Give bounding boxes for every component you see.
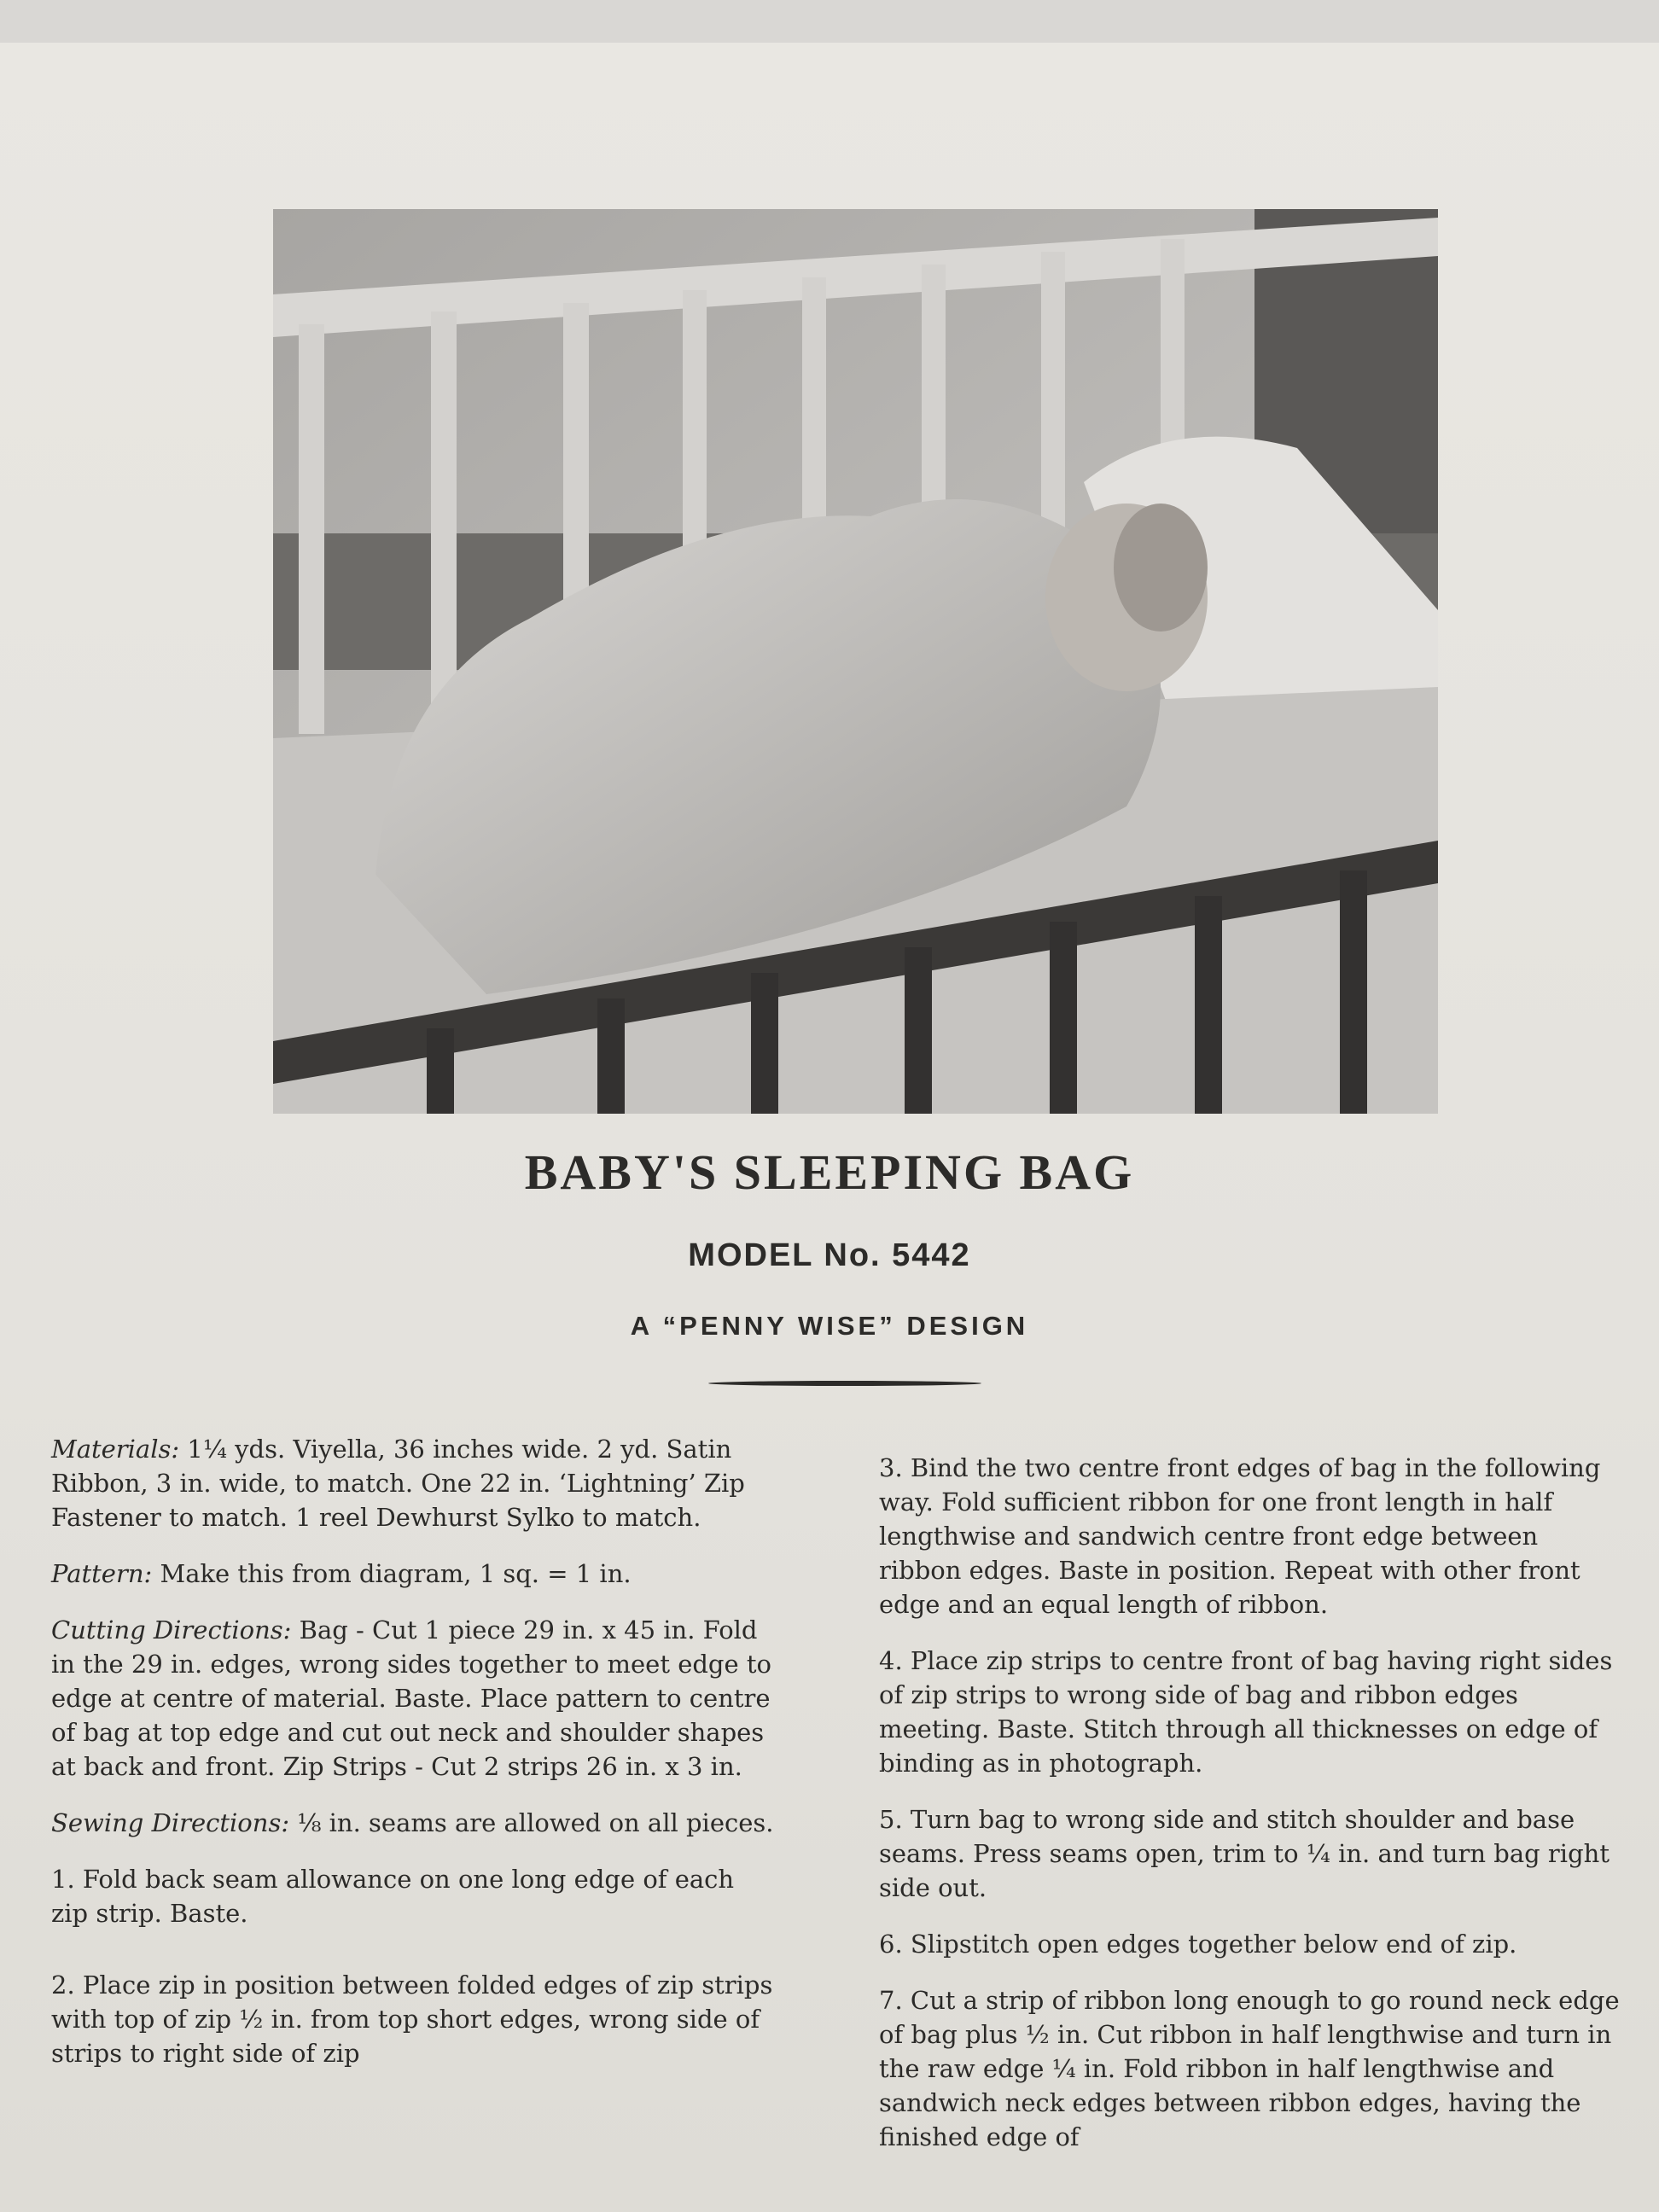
- step-3: 3. Bind the two centre front edges of bag in the following way. Fold sufficient ribbon for one front length in half lengthwise and sandwich centre front edge between ribbon edges. Baste in position. Repeat with other front edge and an equal length of ribbon.: [879, 1453, 1601, 1619]
- left-instructions-column: [51, 1432, 777, 2093]
- decorative-divider: [708, 1381, 981, 1386]
- cutting-text: Bag - Cut 1 piece 29 in. x 45 in. Fold in the 29 in. edges, wrong sides together to meet edge to edge at centre of material. Baste. Place pattern to centre of bag at top edge and cut out neck and shoulder shapes at back and front. Zip Strips - Cut 2 strips 26 in. x 3 in.: [51, 1615, 771, 1781]
- cutting-paragraph: [51, 1613, 777, 1784]
- sewing-text: ⅛ in. seams are allowed on all pieces.: [297, 1808, 774, 1837]
- cutting-label: Cutting Directions:: [51, 1615, 292, 1644]
- sewing-label: Sewing Directions:: [51, 1808, 290, 1837]
- step-5: 5. Turn bag to wrong side and stitch shoulder and base seams. Press seams open, trim to ¼ in. and turn bag right side out.: [879, 1805, 1610, 1902]
- step-1: 1. Fold back seam allowance on one long edge of each zip strip. Baste.: [51, 1865, 735, 1928]
- pattern-sheet: [0, 43, 1659, 2212]
- pattern-title: BABY'S SLEEPING BAG: [524, 1144, 1135, 1200]
- materials-text: 1¼ yds. Viyella, 36 inches wide. 2 yd. Satin Ribbon, 3 in. wide, to match. One 22 in. ‘Lightning’ Zip Fastener to match. 1 reel Dewhurst Sylko to match.: [51, 1435, 745, 1532]
- step-7: 7. Cut a strip of ribbon long enough to go round neck edge of bag plus ½ in. Cut ribbon in half lengthwise and turn in the raw edge ¼ in. Fold ribbon in half lengthwise and sandwich neck edges between ribbon edges, having the finished edge of: [879, 1986, 1620, 2151]
- pattern-paragraph: [51, 1557, 777, 1591]
- photo-illustration: [273, 209, 1438, 1114]
- step-6: 6. Slipstitch open edges together below end of zip.: [879, 1930, 1517, 1959]
- step-2: 2. Place zip in position between folded edges of zip strips with top of zip ½ in. from top short edges, wrong side of strips to right side of zip: [51, 1970, 773, 2068]
- pattern-text: Make this from diagram, 1 sq. = 1 in.: [160, 1559, 632, 1588]
- design-line: A “PENNY WISE” DESIGN: [630, 1311, 1029, 1341]
- materials-label: Materials:: [51, 1435, 180, 1464]
- step-4: 4. Place zip strips to centre front of bag having right sides of zip strips to wrong side of bag and ribbon edges meeting. Baste. Stitch through all thicknesses on edge of binding as in photograph.: [879, 1646, 1613, 1778]
- model-number: MODEL No. 5442: [688, 1237, 971, 1273]
- materials-paragraph: [51, 1432, 777, 1534]
- baby-in-cot-photo: [273, 209, 1438, 1114]
- pattern-label: Pattern:: [51, 1559, 153, 1588]
- right-instructions-column: [879, 1451, 1621, 2176]
- sewing-paragraph: [51, 1806, 777, 1840]
